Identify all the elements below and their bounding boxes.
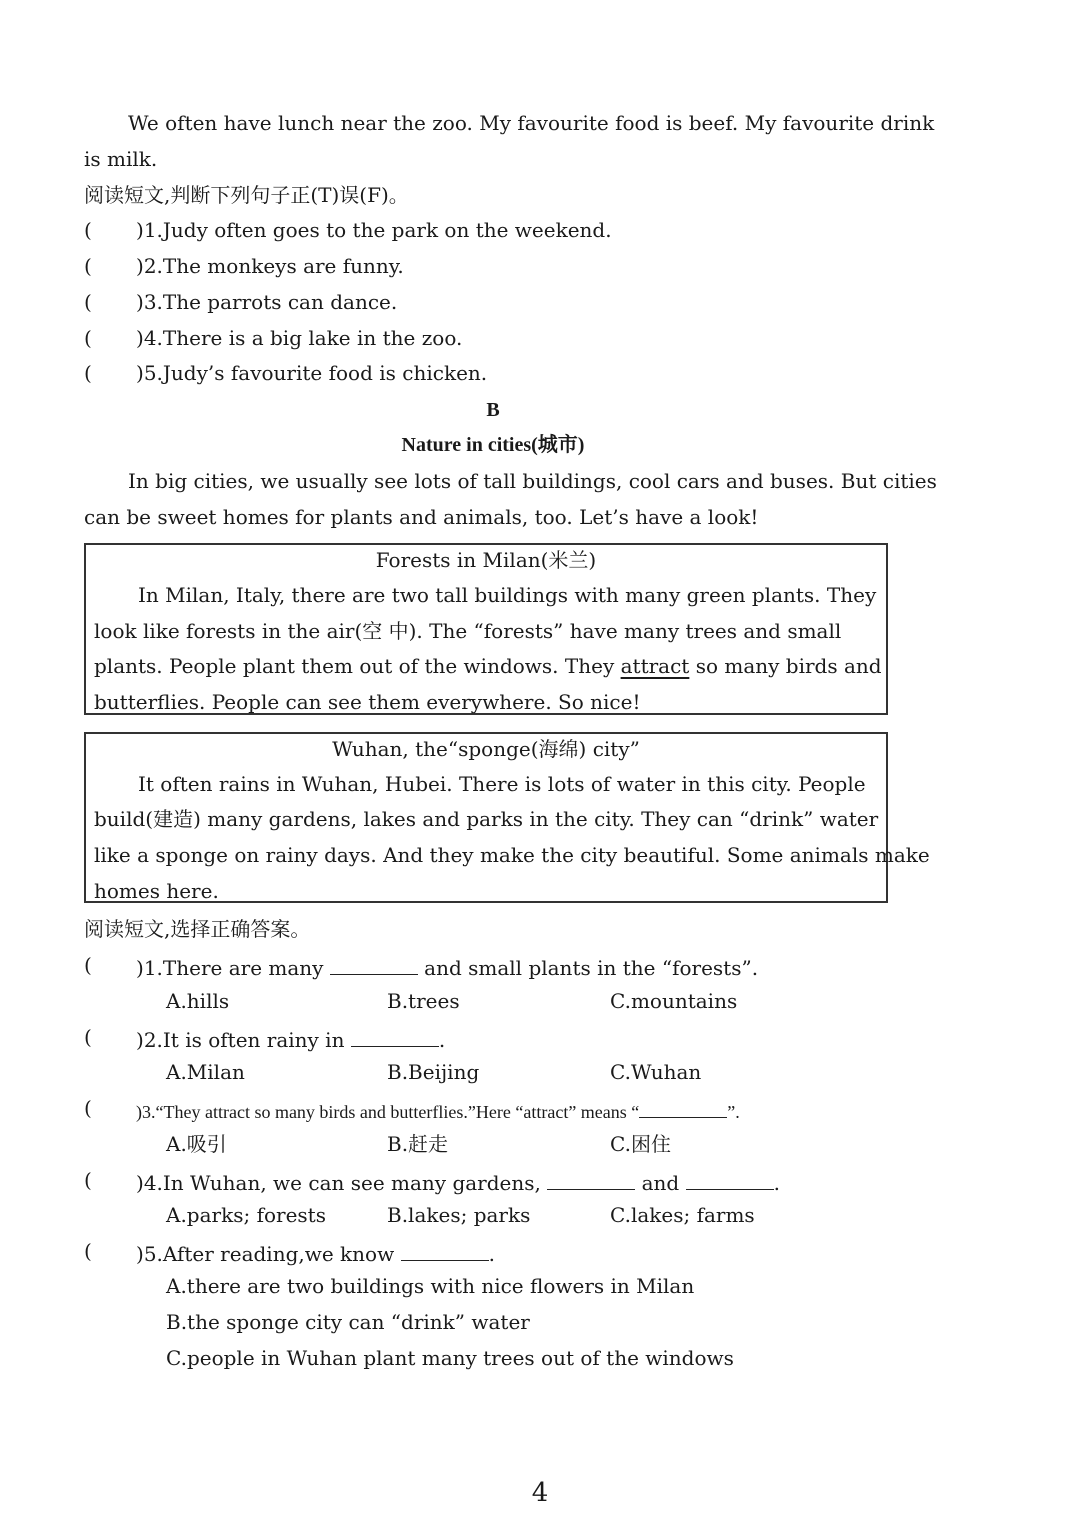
answer-paren[interactable]: ( [84,326,92,350]
instruction-tf: 阅读短文,判断下列句子正(T)误(F)。 [84,183,409,207]
option-a[interactable]: A.hills [166,989,230,1013]
option-c[interactable]: C.people in Wuhan plant many trees out of the windows [166,1346,734,1370]
option-b[interactable]: B.赶走 [387,1132,449,1156]
answer-paren[interactable]: ( [84,254,92,278]
option-a[interactable]: A.吸引 [166,1132,227,1156]
question-text: )4.In Wuhan, we can see many gardens, and . [136,1167,780,1196]
answer-blank[interactable] [401,1238,489,1261]
answer-blank[interactable] [547,1167,635,1190]
option-b[interactable]: B.lakes; parks [387,1203,531,1227]
question-text: )3.The parrots can dance. [136,290,398,314]
option-a[interactable]: A.parks; forests [166,1203,326,1227]
option-c[interactable]: C.困住 [610,1132,671,1156]
answer-blank[interactable] [351,1024,439,1047]
underlined-word: attract [620,654,690,678]
option-a[interactable]: A.Milan [166,1060,245,1084]
answer-blank[interactable] [686,1167,774,1190]
box-text: plants. People plant them out of the windows. They attract so many birds and [94,654,882,678]
box-text: look like forests in the air(空 中). The “forests” have many trees and small [94,619,842,643]
answer-paren[interactable]: ( [84,1025,92,1049]
option-b[interactable]: B.trees [387,989,460,1013]
section-label: B [486,399,500,421]
section-title: Nature in cities(城市) [401,434,585,456]
question-text: )5.Judy’s favourite food is chicken. [136,361,488,385]
question-text: )4.There is a big lake in the zoo. [136,326,463,350]
passage-text: is milk. [84,147,158,171]
box-text: homes here. [94,879,219,903]
answer-paren[interactable]: ( [84,953,92,977]
answer-blank[interactable] [639,1095,727,1118]
answer-paren[interactable]: ( [84,1168,92,1192]
intro-text: In big cities, we usually see lots of tall buildings, cool cars and buses. But cities [128,469,937,493]
answer-paren[interactable]: ( [84,1239,92,1263]
answer-blank[interactable] [330,952,418,975]
question-text: )3.“They attract so many birds and butterflies.”Here “attract” means “ ”. [136,1095,740,1125]
intro-text: can be sweet homes for plants and animals, too. Let’s have a look! [84,505,759,529]
question-text: )2.The monkeys are funny. [136,254,404,278]
instruction-mc: 阅读短文,选择正确答案。 [84,917,311,941]
box-text: like a sponge on rainy days. And they make the city beautiful. Some animals make [94,843,930,867]
milan-passage-box [84,543,888,715]
box-text: It often rains in Wuhan, Hubei. There is lots of water in this city. People [138,772,866,796]
option-a[interactable]: A.there are two buildings with nice flowers in Milan [166,1274,695,1298]
answer-paren[interactable]: ( [84,1096,92,1120]
page-number: 4 [531,1478,549,1508]
answer-paren[interactable]: ( [84,361,92,385]
box-text: butterflies. People can see them everywhere. So nice! [94,690,641,714]
passage-text: We often have lunch near the zoo. My favourite food is beef. My favourite drink [128,111,935,135]
answer-paren[interactable]: ( [84,290,92,314]
box-heading: Forests in Milan(米兰) [375,548,597,572]
question-text: )5.After reading,we know . [136,1238,495,1267]
box-heading: Wuhan, the“sponge(海绵) city” [332,737,640,761]
question-text: )2.It is often rainy in . [136,1024,445,1053]
answer-paren[interactable]: ( [84,218,92,242]
question-text: )1.There are many and small plants in the “forests”. [136,952,758,981]
option-b[interactable]: B.Beijing [387,1060,480,1084]
option-b[interactable]: B.the sponge city can “drink” water [166,1310,530,1334]
option-c[interactable]: C.Wuhan [610,1060,702,1084]
box-text: build(建造) many gardens, lakes and parks in the city. They can “drink” water [94,807,879,831]
wuhan-passage-box [84,732,930,903]
option-c[interactable]: C.mountains [610,989,738,1013]
option-c[interactable]: C.lakes; farms [610,1203,755,1227]
box-text: In Milan, Italy, there are two tall buildings with many green plants. They [138,583,877,607]
question-text: )1.Judy often goes to the park on the weekend. [136,218,612,242]
